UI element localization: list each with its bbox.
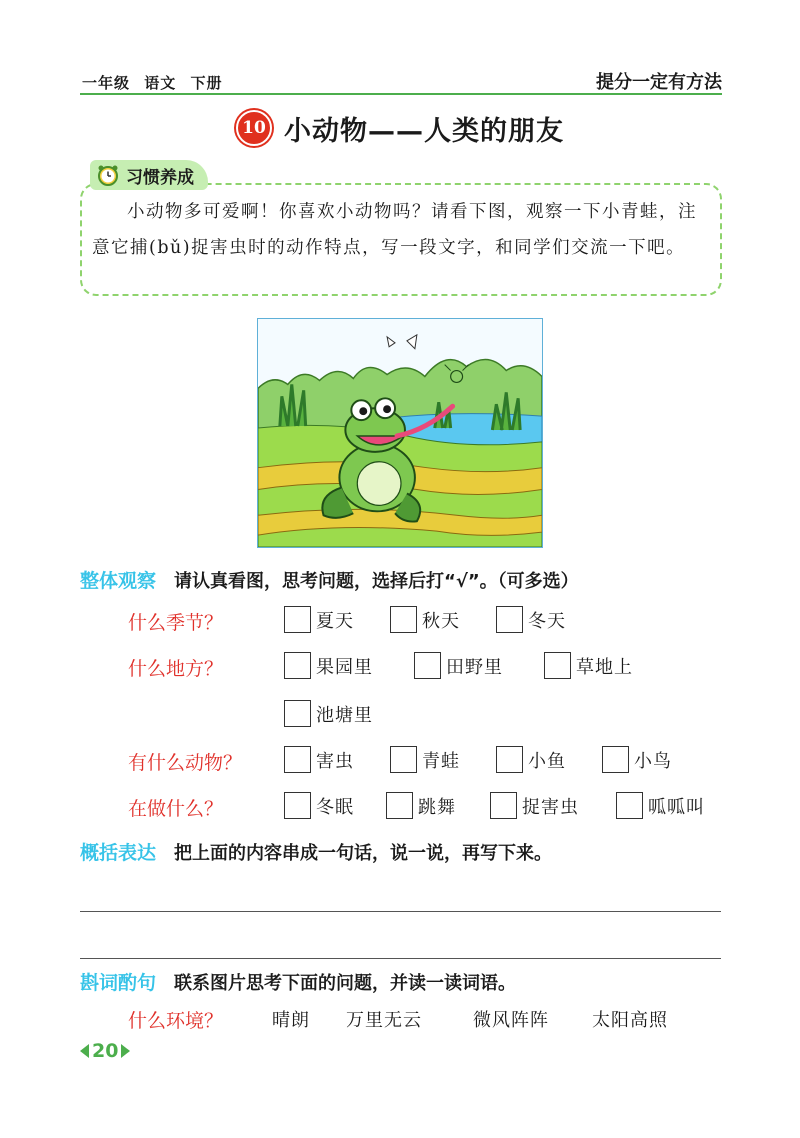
word-study-heading [80,968,516,995]
word-sunshine: 太阳高照 [592,1010,668,1031]
alarm-clock-icon [96,163,120,187]
habit-instruction-text: 小动物多可爱啊！你喜欢小动物吗？请看下图，观察一下小青蛙，注意它捕(bǔ)捉害虫时的动作特点，写一段文字，和同学们交流一下吧。 [92,202,697,258]
word-breeze: 微风阵阵 [473,1010,549,1031]
option-summer[interactable]: 夏天 [284,606,354,633]
word-study-instruction: 联系图片思考下面的问题，并读一读词语。 [174,973,517,994]
option-fish[interactable]: 小鱼 [496,746,566,773]
option-croak[interactable]: 呱呱叫 [616,792,705,819]
checkbox[interactable] [616,792,643,819]
option-field[interactable]: 田野里 [414,652,503,679]
word-cloudless: 万里无云 [346,1010,422,1031]
checkbox[interactable] [390,606,417,633]
left-triangle-icon [80,1044,89,1058]
observe-label: 整体观察 [80,570,157,592]
checkbox[interactable] [414,652,441,679]
question-environment: 什么环境？ [128,1010,224,1032]
header-divider [80,93,722,95]
option-dance[interactable]: 跳舞 [386,792,456,819]
habit-tab [90,160,208,190]
word-study-label: 斟词酌句 [80,972,157,994]
checkbox[interactable] [496,746,523,773]
lesson-number-badge: 10 [236,110,272,146]
observe-instruction: 请认真看图，思考问题，选择后打“√”。（可多选） [174,571,579,592]
option-pests[interactable]: 害虫 [284,746,354,773]
word-sunny: 晴朗 [272,1010,310,1031]
summary-instruction: 把上面的内容串成一句话，说一说，再写下来。 [174,843,553,864]
option-orchard[interactable]: 果园里 [284,652,373,679]
question-animals: 有什么动物？ [128,752,243,774]
option-frog[interactable]: 青蛙 [390,746,460,773]
right-triangle-icon [121,1044,130,1058]
grade-label: 一年级 [82,74,131,92]
lesson-title [0,108,800,148]
checkbox[interactable] [284,792,311,819]
summary-label: 概括表达 [80,842,157,864]
option-hibernate[interactable]: 冬眠 [284,792,354,819]
question-season: 什么季节？ [128,612,224,634]
series-slogan: 提分一定有方法 [596,72,722,93]
checkbox[interactable] [386,792,413,819]
question-activity: 在做什么？ [128,798,224,820]
book-info [82,72,231,93]
option-pond[interactable]: 池塘里 [284,700,373,727]
checkbox[interactable] [284,700,311,727]
page-number [80,1040,130,1062]
checkbox[interactable] [490,792,517,819]
option-grassland[interactable]: 草地上 [544,652,633,679]
habit-label: 习惯养成 [126,167,194,188]
checkbox[interactable] [544,652,571,679]
page-number-text: 20 [92,1040,119,1062]
lesson-title-text: 小动物——人类的朋友 [284,115,564,147]
question-place: 什么地方？ [128,658,224,680]
option-autumn[interactable]: 秋天 [390,606,460,633]
writing-line-2[interactable] [80,958,721,959]
checkbox[interactable] [496,606,523,633]
checkbox[interactable] [602,746,629,773]
summary-heading [80,838,552,865]
checkbox[interactable] [284,606,311,633]
option-winter[interactable]: 冬天 [496,606,566,633]
option-catch-pests[interactable]: 捉害虫 [490,792,579,819]
observe-heading [80,566,579,593]
checkbox[interactable] [390,746,417,773]
checkbox[interactable] [284,652,311,679]
checkbox[interactable] [284,746,311,773]
volume-label: 下册 [190,74,223,92]
subject-label: 语文 [144,74,177,92]
frog-catching-insects-illustration [257,318,543,548]
option-bird[interactable]: 小鸟 [602,746,672,773]
writing-line-1[interactable] [80,911,721,912]
